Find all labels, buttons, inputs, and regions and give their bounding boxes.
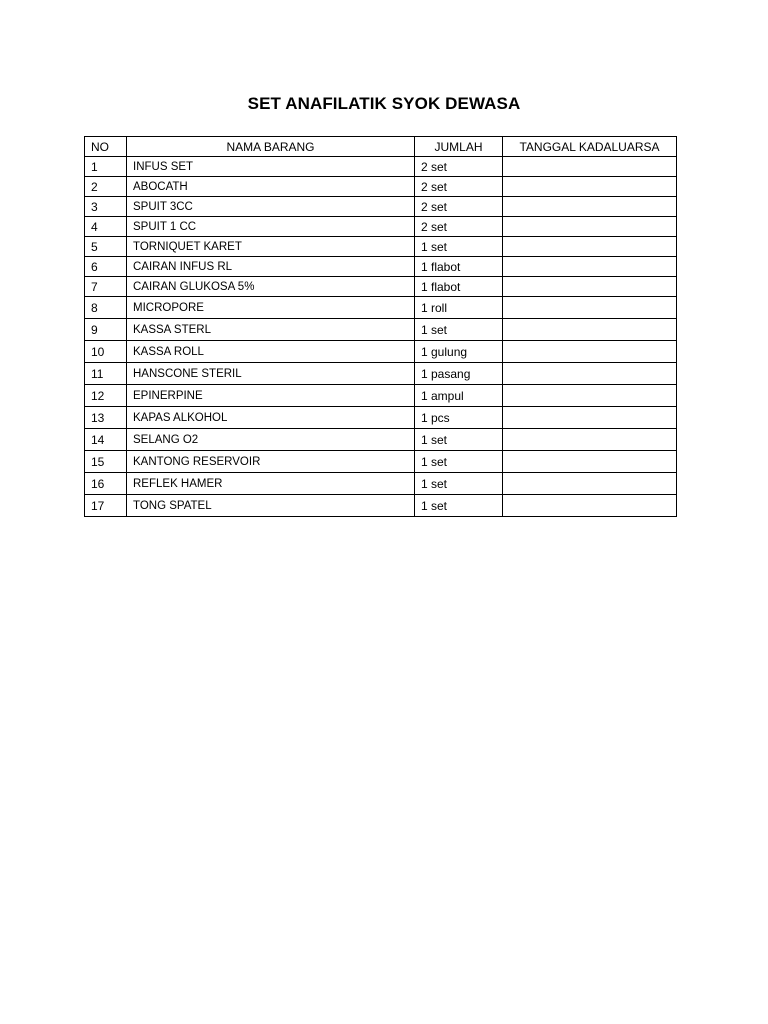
cell-quantity: 2 set [415, 157, 503, 177]
cell-item-name: INFUS SET [127, 157, 415, 177]
cell-quantity: 2 set [415, 197, 503, 217]
cell-quantity: 1 gulung [415, 341, 503, 363]
cell-expiry-date [503, 297, 677, 319]
cell-quantity: 1 pcs [415, 407, 503, 429]
table-row [85, 341, 677, 363]
cell-quantity: 1 set [415, 451, 503, 473]
cell-item-name: KAPAS ALKOHOL [127, 407, 415, 429]
cell-quantity: 1 set [415, 237, 503, 257]
header-item-name: NAMA BARANG [127, 137, 415, 157]
cell-item-name: KASSA STERL [127, 319, 415, 341]
cell-no: 13 [85, 407, 127, 429]
cell-expiry-date [503, 319, 677, 341]
cell-item-name: TONG SPATEL [127, 495, 415, 517]
cell-quantity: 1 flabot [415, 277, 503, 297]
cell-expiry-date [503, 385, 677, 407]
table-row [85, 177, 677, 197]
cell-no: 2 [85, 177, 127, 197]
table-row [85, 473, 677, 495]
header-no: NO [85, 137, 127, 157]
inventory-table [84, 136, 677, 517]
cell-expiry-date [503, 363, 677, 385]
cell-no: 9 [85, 319, 127, 341]
cell-no: 6 [85, 257, 127, 277]
cell-expiry-date [503, 277, 677, 297]
cell-item-name: REFLEK HAMER [127, 473, 415, 495]
cell-expiry-date [503, 407, 677, 429]
table-row [85, 319, 677, 341]
cell-expiry-date [503, 257, 677, 277]
table-row [85, 407, 677, 429]
table-row [85, 157, 677, 177]
cell-no: 1 [85, 157, 127, 177]
cell-item-name: KANTONG RESERVOIR [127, 451, 415, 473]
cell-no: 8 [85, 297, 127, 319]
cell-item-name: CAIRAN INFUS RL [127, 257, 415, 277]
header-quantity: JUMLAH [415, 137, 503, 157]
cell-quantity: 1 pasang [415, 363, 503, 385]
cell-quantity: 2 set [415, 177, 503, 197]
cell-item-name: CAIRAN GLUKOSA 5% [127, 277, 415, 297]
document-title: SET ANAFILATIK SYOK DEWASA [247, 94, 521, 113]
table-row [85, 277, 677, 297]
cell-item-name: TORNIQUET KARET [127, 237, 415, 257]
table-row [85, 451, 677, 473]
cell-expiry-date [503, 495, 677, 517]
cell-expiry-date [503, 237, 677, 257]
cell-quantity: 2 set [415, 217, 503, 237]
cell-quantity: 1 ampul [415, 385, 503, 407]
cell-no: 12 [85, 385, 127, 407]
cell-expiry-date [503, 429, 677, 451]
table-header-row [85, 137, 677, 157]
table-row [85, 217, 677, 237]
table-row [85, 257, 677, 277]
cell-no: 17 [85, 495, 127, 517]
cell-no: 5 [85, 237, 127, 257]
cell-expiry-date [503, 451, 677, 473]
table-row [85, 429, 677, 451]
cell-no: 3 [85, 197, 127, 217]
table-body [85, 157, 677, 517]
cell-expiry-date [503, 473, 677, 495]
table-row [85, 237, 677, 257]
cell-item-name: SELANG O2 [127, 429, 415, 451]
cell-item-name: MICROPORE [127, 297, 415, 319]
table-row [85, 297, 677, 319]
cell-quantity: 1 flabot [415, 257, 503, 277]
cell-expiry-date [503, 217, 677, 237]
cell-item-name: HANSCONE STERIL [127, 363, 415, 385]
table-row [85, 197, 677, 217]
cell-quantity: 1 roll [415, 297, 503, 319]
cell-no: 4 [85, 217, 127, 237]
cell-no: 15 [85, 451, 127, 473]
cell-expiry-date [503, 341, 677, 363]
cell-no: 14 [85, 429, 127, 451]
cell-item-name: ABOCATH [127, 177, 415, 197]
cell-item-name: SPUIT 3CC [127, 197, 415, 217]
cell-quantity: 1 set [415, 495, 503, 517]
table-row [85, 385, 677, 407]
cell-item-name: KASSA ROLL [127, 341, 415, 363]
table-row [85, 363, 677, 385]
cell-no: 11 [85, 363, 127, 385]
cell-no: 10 [85, 341, 127, 363]
cell-no: 16 [85, 473, 127, 495]
header-expiry-date: TANGGAL KADALUARSA [503, 137, 677, 157]
cell-item-name: EPINERPINE [127, 385, 415, 407]
cell-quantity: 1 set [415, 473, 503, 495]
cell-no: 7 [85, 277, 127, 297]
cell-item-name: SPUIT 1 CC [127, 217, 415, 237]
cell-quantity: 1 set [415, 319, 503, 341]
cell-quantity: 1 set [415, 429, 503, 451]
cell-expiry-date [503, 177, 677, 197]
cell-expiry-date [503, 157, 677, 177]
table-row [85, 495, 677, 517]
cell-expiry-date [503, 197, 677, 217]
